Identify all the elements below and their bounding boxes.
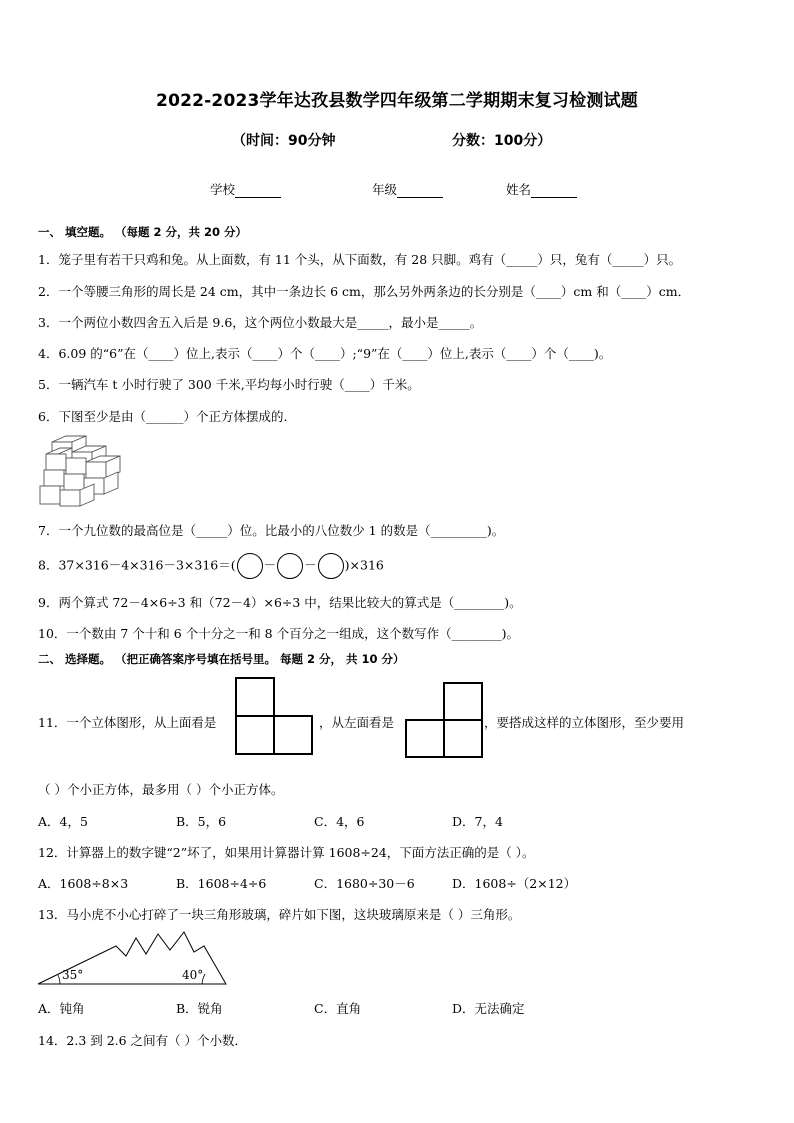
grade-blank[interactable] <box>397 184 443 198</box>
question-9: 9．两个算式 72－4×6÷3 和（72－4）×6÷3 中，结果比较大的算式是（________)。 <box>38 595 522 610</box>
q12-option-a[interactable]: A．1608÷8×3 <box>38 876 129 891</box>
question-3: 3．一个两位小数四舍五入后是 9.6，这个两位小数最大是_____，最小是_____。 <box>38 315 483 330</box>
question-12: 12．计算器上的数字键“2”坏了，如果用计算器计算 1608÷24，下面方法正确的是（ ）。 <box>38 845 535 860</box>
question-8-minus-1: － <box>263 557 277 573</box>
question-13: 13．马小虎不小心打碎了一块三角形玻璃，碎片如下图，这块玻璃原来是（ ）三角形。 <box>38 907 521 922</box>
name-field <box>506 180 577 198</box>
school-label: 学校 <box>210 182 236 197</box>
q11-option-d[interactable]: D．7，4 <box>452 814 503 829</box>
question-11-part1: 11．一个立体图形，从上面看是 <box>38 715 217 730</box>
question-7: 7．一个九位数的最高位是（_____）位。比最小的八位数少 1 的数是（_________)。 <box>38 523 505 538</box>
question-8-expression: 8．37×316－4×316－3×316＝( <box>38 557 236 573</box>
q13-option-d[interactable]: D．无法确定 <box>452 1001 525 1016</box>
name-blank[interactable] <box>531 184 577 198</box>
q11-option-c[interactable]: C．4，6 <box>314 814 365 829</box>
q11-option-a[interactable]: A．4，5 <box>38 814 88 829</box>
q13-option-c[interactable]: C．直角 <box>314 1001 362 1016</box>
question-10: 10．一个数由 7 个十和 6 个十分之一和 8 个百分之一组成，这个数写作（________)。 <box>38 626 519 641</box>
question-6: 6．下图至少是由（______）个正方体摆成的. <box>38 409 288 424</box>
q12-option-d[interactable]: D．1608÷（2×12） <box>452 876 577 891</box>
grade-field <box>372 180 443 198</box>
question-2: 2．一个等腰三角形的周长是 24 cm，其中一条边长 6 cm，那么另外两条边的长分别是（____）cm 和（____）cm． <box>38 284 691 299</box>
cube-stack-figure <box>38 434 120 510</box>
q11-option-b[interactable]: B．5，6 <box>176 814 227 829</box>
question-11-part3: ，要搭成这样的立体图形，至少要用 <box>484 715 685 730</box>
q12-option-b[interactable]: B．1608÷4÷6 <box>176 876 267 891</box>
question-8-tail: )×316 <box>344 557 384 573</box>
q12-option-c[interactable]: C．1680÷30－6 <box>314 876 415 891</box>
angle-right-label: 40° <box>182 968 204 982</box>
top-view-figure <box>235 677 315 755</box>
answer-circle-1[interactable] <box>237 553 263 579</box>
name-label: 姓名 <box>506 182 532 197</box>
q13-option-b[interactable]: B．锐角 <box>176 1001 223 1016</box>
question-5: 5．一辆汽车 t 小时行驶了 300 千米,平均每小时行驶（____）千米。 <box>38 377 420 392</box>
question-11-line2: （ ）个小正方体，最多用（ ）个小正方体。 <box>38 782 284 797</box>
question-8-minus-2: － <box>304 557 317 573</box>
question-1: 1．笼子里有若干只鸡和兔。从上面数，有 11 个头，从下面数，有 28 只脚。鸡有（_____）只，兔有（_____）只。 <box>38 252 682 267</box>
question-4: 4．6.09 的“6”在（____）位上,表示（____）个（____）;“9”在（____）位上,表示（____）个（____)。 <box>38 346 612 361</box>
q13-option-a[interactable]: A．钝角 <box>38 1001 85 1016</box>
page-title: 2022-2023学年达孜县数学四年级第二学期期末复习检测试题 <box>156 91 638 111</box>
angle-left-label: 35° <box>62 968 84 982</box>
grade-label: 年级 <box>372 182 398 197</box>
section-1-heading: 一、 填空题。 （每题 2 分，共 20 分） <box>38 225 248 239</box>
school-field <box>210 180 281 198</box>
exam-score: 分数：100分） <box>452 133 552 149</box>
question-14: 14．2.3 到 2.6 之间有（ ）个小数． <box>38 1033 248 1048</box>
left-view-figure <box>405 682 485 758</box>
section-2-heading: 二、 选择题。 （把正确答案序号填在括号里。 每题 2 分， 共 10 分） <box>38 652 405 666</box>
question-11-part2: ，从左面看是 <box>319 715 395 730</box>
answer-circle-3[interactable] <box>318 553 344 579</box>
question-8 <box>38 553 384 579</box>
exam-time: （时间：90分钟 <box>232 133 336 149</box>
school-blank[interactable] <box>235 184 281 198</box>
answer-circle-2[interactable] <box>277 553 303 579</box>
